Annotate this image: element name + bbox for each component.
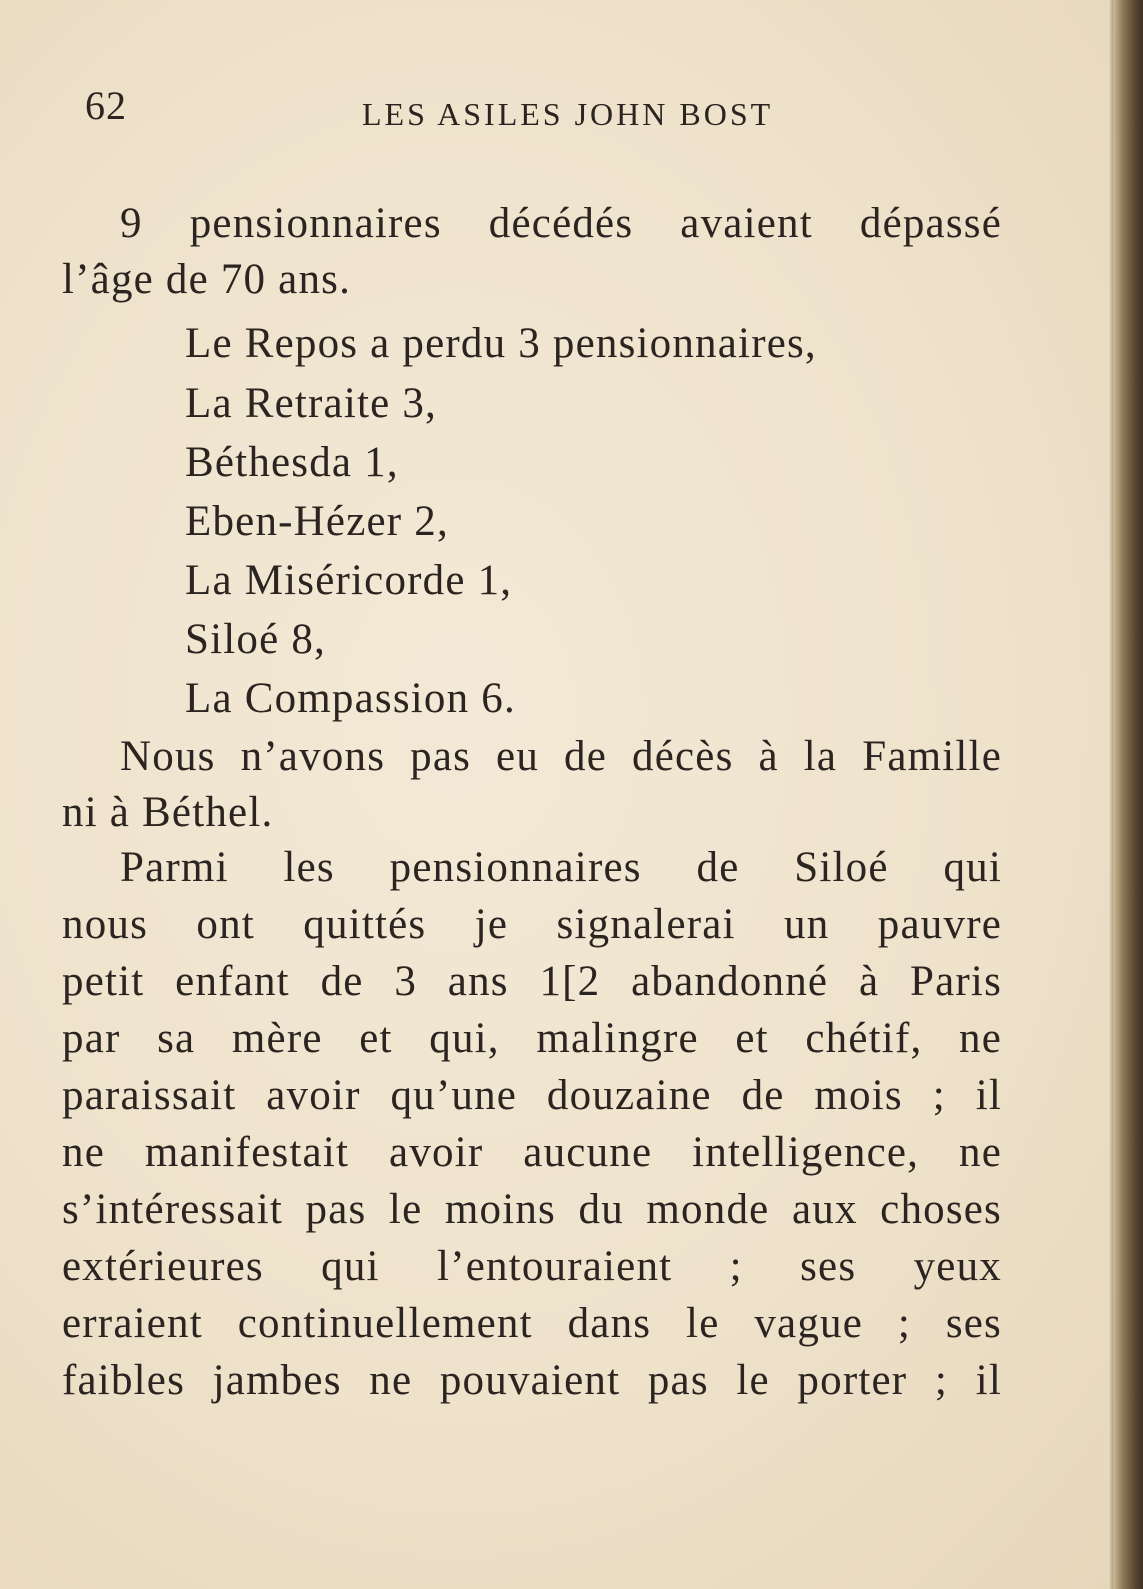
list-item: La Miséricorde 1, [185,557,513,604]
text-line: l’âge de 70 ans. [62,256,352,303]
page-edge [1113,0,1143,1589]
text-line: Nous n’avons pas eu de décès à la Famille [120,733,1002,780]
list-item: Le Repos a perdu 3 pensionnaires, [185,320,817,367]
list-item: Siloé 8, [185,616,326,663]
text-line: Parmi les pensionnaires de Siloé qui [120,844,1002,891]
text-line: ne manifestait avoir aucune intelligence, ne [62,1129,1002,1176]
text-line: par sa mère et qui, malingre et chétif, ne [62,1015,1002,1062]
text-line: extérieures qui l’entouraient ; ses yeux [62,1243,1002,1290]
text-line: 9 pensionnaires décédés avaient dépassé [120,200,1002,247]
list-item: La Retraite 3, [185,380,437,427]
page-number: 62 [85,83,127,128]
page-header [0,72,1113,142]
list-item: La Compassion 6. [185,675,516,722]
text-line: paraissait avoir qu’une douzaine de mois ; il [62,1072,1002,1119]
text-line: s’intéressait pas le moins du monde aux choses [62,1186,1002,1233]
list-item: Béthesda 1, [185,439,399,486]
text-line: faibles jambes ne pouvaient pas le porter ; il [62,1357,1002,1404]
running-title: LES ASILES JOHN BOST [362,96,774,132]
list-item: Eben-Hézer 2, [185,498,449,545]
text-line: erraient continuellement dans le vague ; ses [62,1300,1002,1347]
text-line: petit enfant de 3 ans 1[2 abandonné à Paris [62,958,1002,1005]
text-line: ni à Béthel. [62,789,274,836]
text-line: nous ont quittés je signalerai un pauvre [62,901,1002,948]
